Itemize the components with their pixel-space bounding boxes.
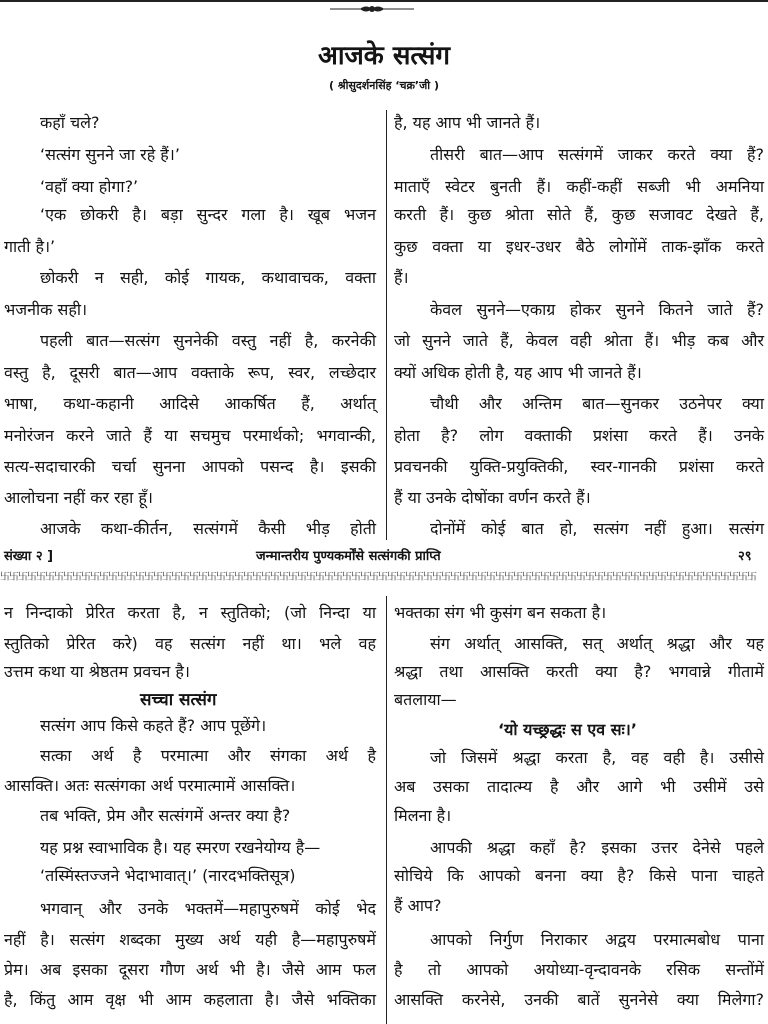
text-line: छोकरी न सही, कोई गायक, कथावाचक, वक्ता [40, 268, 376, 287]
text-line: होता है? लोग वक्ताकी प्रशंसा करते हैं। उनके [394, 426, 764, 445]
text-line: ‘एक छोकरी है। बड़ा सुन्दर गला है। खूब भजन [40, 205, 376, 224]
text-line: यह प्रश्न स्वाभाविक है। यह स्मरण रखनेयोग्य है— [40, 838, 321, 857]
text-line: सत्य-सदाचारकी चर्चा सुनना आपको पसन्द है। इसकी [4, 457, 376, 476]
running-title: जन्मान्तरीय पुण्यकर्मोंसे सत्संगकी प्राप्ति [256, 549, 441, 564]
text-line: वस्तु है, दूसरी बात—आप वक्ताके रूप, स्वर, लच्छेदार [4, 363, 376, 382]
text-line: दोनोंमें कोई बात हो, सत्संग नहीं हुआ। सत्संग [430, 519, 764, 538]
text-line: सोचिये कि आपको बनना क्या है? किसे पाना चाहते [394, 866, 764, 885]
text-line: आपको निर्गुण निराकार अद्वय परमात्मबोध पाना [430, 930, 764, 949]
text-line: न निन्दाको प्रेरित करता है, न स्तुतिको; (जो निन्दा या [4, 603, 376, 622]
text-line: ‘तस्मिंस्तज्जने भेदाभावात्।’ (नारदभक्तिसूत्र) [40, 866, 296, 885]
text-line: आसक्ति। अतः सत्संगका अर्थ परमात्मामें आसक्ति। [4, 776, 296, 795]
text-line: नहीं है। सत्संग शब्दका मुख्य अर्थ यही है—महापुरुषमें [4, 930, 376, 949]
page-number: २९ [738, 549, 752, 564]
text-line: ‘सत्संग सुनने जा रहे हैं।’ [40, 145, 180, 164]
column-divider-top [386, 110, 387, 540]
text-line: सत्का अर्थ है परमात्मा और संगका अर्थ है [40, 746, 376, 765]
text-line: भक्तका संग भी कुसंग बन सकता है। [394, 603, 607, 622]
text-line: केवल सुनने—एकाग्र होकर सुनने कितने जाते हैं? [430, 300, 764, 319]
article-title: आजके सत्संग [317, 41, 451, 71]
text-line: हैं आप? [394, 896, 442, 915]
text-line: क्यों अधिक होती है, यह आप भी जानते हैं। [394, 363, 642, 382]
text-line: मनोरंजन करने जाते हैं या सचमुच परमार्थको; भगवान्की, [4, 426, 376, 445]
text-line: हैं या उनके दोषोंका वर्णन करते हैं। [394, 488, 591, 507]
text-line: संग अर्थात् आसक्ति, सत् अर्थात् श्रद्धा और यह [430, 634, 764, 653]
text-line: आपकी श्रद्धा कहाँ है? इसका उत्तर देनेसे पहले [430, 838, 764, 857]
text-line: प्रवचनकी युक्ति-प्रयुक्तिकी, स्वर-गानकी प्रशंसा करते [394, 457, 764, 476]
text-line: जो सुनने जाते हैं, केवल वही श्रोता हैं। भीड़ कब और [394, 331, 764, 350]
text-line: उत्तम कथा या श्रेष्ठतम प्रवचन है। [4, 662, 190, 681]
ornament-divider [330, 2, 414, 16]
text-line: है तो आपको अयोध्या-वृन्दावनके रसिक सन्तोंमें [394, 960, 764, 979]
text-line: श्रद्धा तथा आसक्ति करती क्या है? भगवान्ने गीतामें [394, 662, 764, 681]
text-line: अब उसका तादात्म्य है और आगे भी उसीमें उसे [394, 777, 764, 796]
text-line: ‘वहाँ क्या होगा?’ [40, 177, 139, 196]
text-line: प्रेम। अब इसका दूसरा गौण अर्थ भी है। जैसे आम फल [4, 960, 376, 979]
text-line: कहाँ चले? [40, 113, 100, 132]
text-line: भाषा, कथा-कहानी आदिसे आकर्षित हैं, अर्थात् [4, 394, 376, 413]
text-line: आलोचना नहीं कर रहा हूँ। [4, 488, 153, 507]
text-line: है, यह आप भी जानते हैं। [394, 113, 541, 132]
article-byline: ( श्रीसुदर्शनसिंह ‘चक्र’जी ) [329, 79, 439, 92]
text-line: चौथी और अन्तिम बात—सुनकर उठनेपर क्या [430, 394, 764, 413]
text-line: माताएँ स्वेटर बुनती हैं। कहीं-कहीं सब्जी भी अमनिया [394, 177, 764, 196]
text-line: गाती है।’ [4, 237, 56, 256]
text-line: स्तुतिको प्रेरित करे) वह सत्संग नहीं था। भले वह [4, 634, 376, 653]
decorative-border: 卐卐卐卐卐卐卐卐卐卐卐卐卐卐卐卐卐卐卐卐卐卐卐卐卐卐卐卐卐卐卐卐卐卐卐卐卐卐卐卐卐卐卐卐卐卐卐卐卐卐卐卐卐卐卐卐卐卐卐卐卐卐卐卐卐卐卐卐卐卐卐卐卐卐卐卐卐卐卐卐卐卐卐卐 [0, 572, 756, 583]
text-line: बतलाया— [394, 690, 457, 709]
section-heading: सच्चा सत्संग [140, 690, 217, 710]
text-line: हैं। [394, 268, 409, 287]
text-line: आसक्ति करनेसे, उनकी बातें सुननेसे क्या मिलेगा? [394, 990, 764, 1009]
text-line: सत्संग आप किसे कहते हैं? आप पूछेंगे। [40, 716, 267, 735]
text-line: पहली बात—सत्संग सुननेकी वस्तु नहीं है, करनेकी [40, 331, 376, 350]
text-line: है, किंतु आम वृक्ष भी आम कहलाता है। जैसे भक्तिका [4, 990, 376, 1009]
text-line: तीसरी बात—आप सत्संगमें जाकर करते क्या हैं? [430, 145, 764, 164]
quote-line: ‘यो यच्छ्रद्धः स एव सः।’ [498, 720, 637, 739]
issue-number: संख्या २ ] [4, 549, 54, 564]
column-divider-bottom [386, 596, 387, 1024]
text-line: भगवान् और उनके भक्तमें—महापुरुषमें कोई भेद [40, 899, 376, 918]
text-line: भजनीक सही। [4, 300, 88, 319]
text-line: आजके कथा-कीर्तन, सत्संगमें कैसी भीड़ होती [40, 519, 376, 538]
text-line: करती हैं। कुछ श्रोता सोते हैं, कुछ सजावट देखते हैं, [394, 205, 764, 224]
text-line: कुछ वक्ता या इधर-उधर बैठे लोगोंमें ताक-झाँक करते [394, 237, 764, 256]
text-line: मिलना है। [394, 806, 452, 825]
text-line: तब भक्ति, प्रेम और सत्संगमें अन्तर क्या है? [40, 806, 291, 825]
text-line: जो जिसमें श्रद्धा करता है, वह वही है। उसीसे [430, 748, 764, 767]
